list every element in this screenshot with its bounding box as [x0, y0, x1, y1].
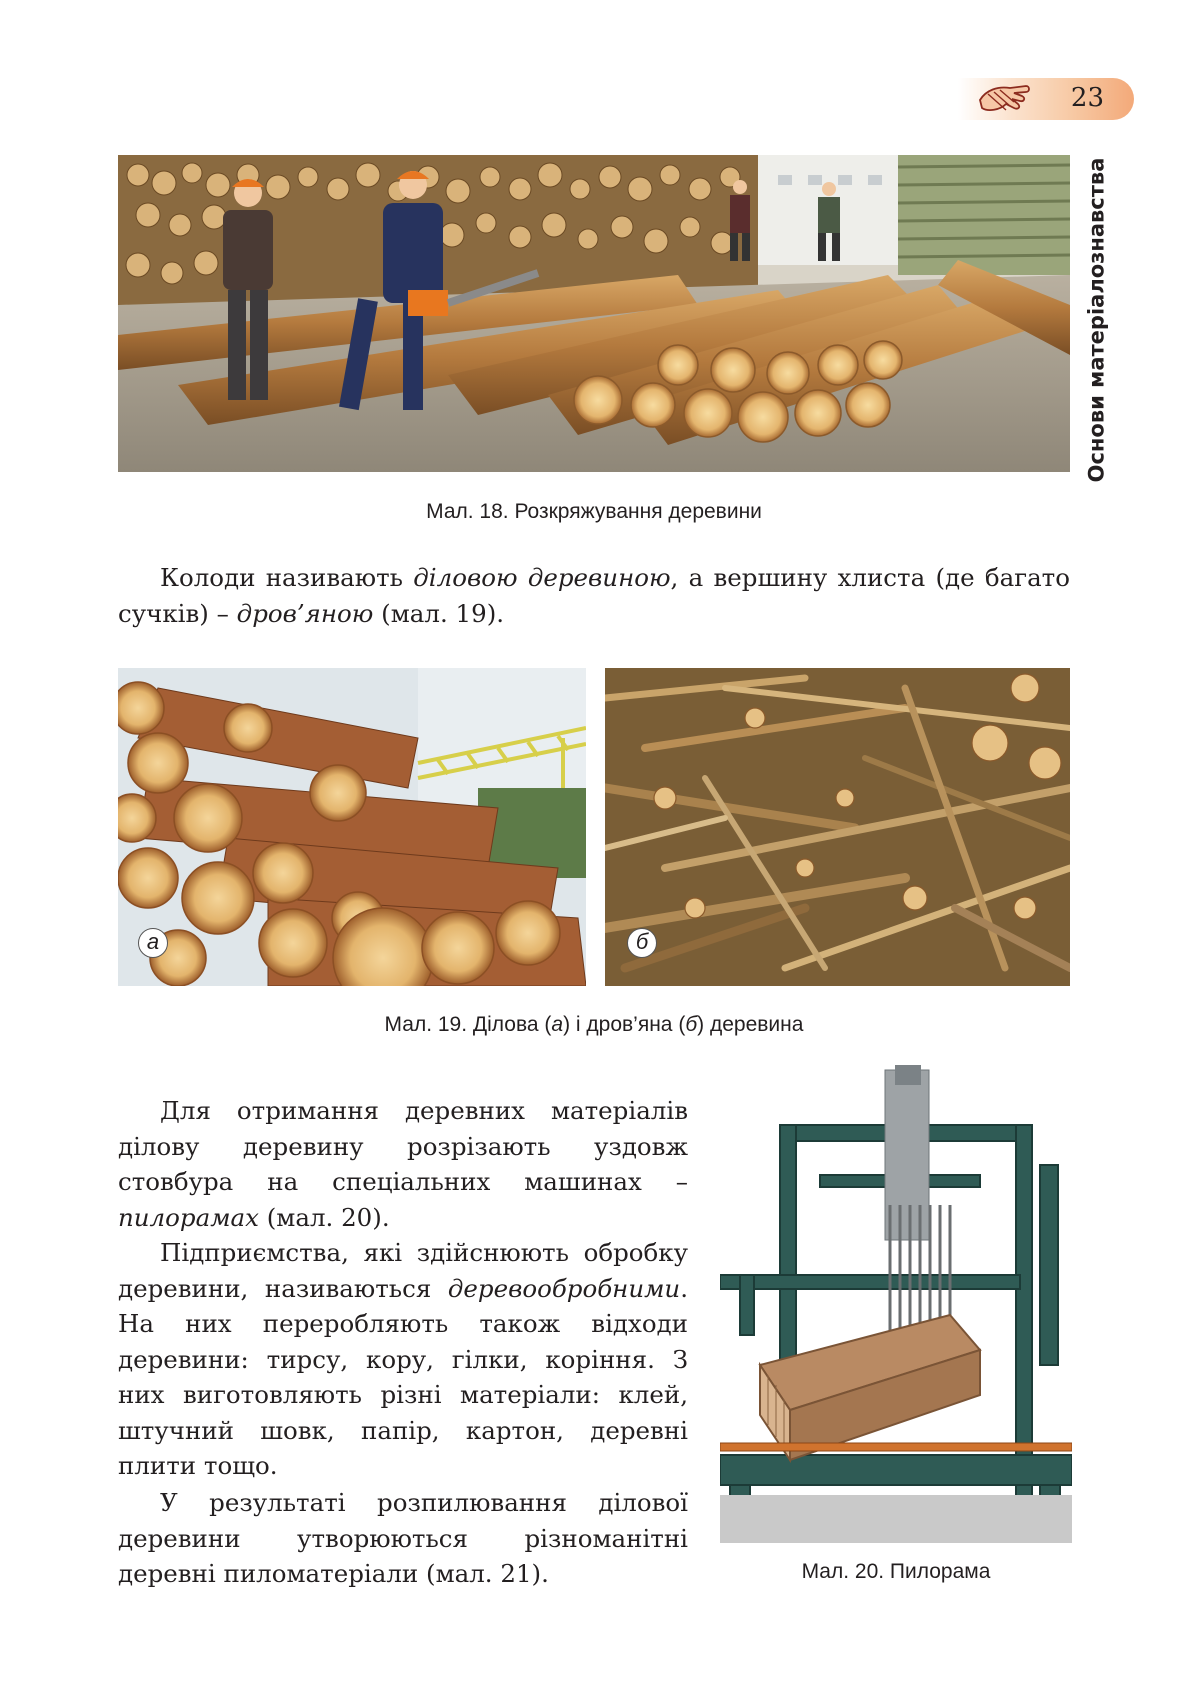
figure-20-caption: Мал. 20. Пилорама: [801, 1560, 991, 1583]
paragraph-2: [118, 1093, 688, 1235]
figure-19b-photo: [605, 668, 1070, 986]
figure-18-caption: Мал. 18. Розкряжування деревини: [426, 500, 762, 523]
paragraph-1-text-2: , а вершину хлиста (де багато сучків) –: [118, 563, 1070, 628]
paragraph-2-text-1: Для отримання деревних матеріалів ділову деревину розрізають уздовж стовбура на спеціальних машинах –: [118, 1096, 688, 1196]
paragraph-4: [118, 1485, 688, 1592]
figure-19a-photo: [118, 668, 586, 986]
figure-19a-label: а: [138, 928, 168, 958]
paragraph-2-text-2: (мал. 20).: [258, 1202, 390, 1232]
paragraph-3: [118, 1235, 688, 1484]
figure-19-caption-b: б: [685, 1013, 698, 1036]
figure-19b-label: б: [627, 928, 657, 958]
page-number-tab: [958, 78, 1134, 120]
hand-saw-icon: [976, 80, 1034, 118]
term-derevoobrobni: деревообробними: [447, 1273, 681, 1303]
side-section-title-text: Основи матеріалознавства: [1084, 157, 1109, 483]
paragraph-1-text-1: Колоди називають: [160, 563, 414, 592]
term-pylorama: пилорамах: [118, 1202, 259, 1232]
paragraph-3-text-1: Підприємства, які здійснюють обробку деревини, називаються: [118, 1238, 688, 1303]
paragraph-1: [118, 560, 1070, 631]
figure-19-caption-text-3: ) деревина: [697, 1013, 804, 1036]
page-number: 23: [1070, 83, 1104, 113]
paragraph-1-text-3: (мал. 19).: [373, 598, 505, 628]
figure-19-caption-a: а: [551, 1013, 564, 1036]
figure-18-photo: [118, 155, 1070, 472]
paragraph-3-text-2: . На них переробляють також відходи деревини: тирсу, кору, гілки, коріння. З них виготовляють різні матеріали: клей, штучний шовк, папір, картон, деревні плити тощо.: [118, 1273, 688, 1480]
figure-20-photo: [720, 1065, 1072, 1543]
figure-19-caption-text-2: ) і дров’яна (: [563, 1013, 686, 1036]
figure-19-caption-text-1: Мал. 19. Ділова (: [384, 1013, 552, 1036]
figure-19-caption: [118, 1013, 1070, 1037]
term-dilova-derevyna: діловою деревиною: [413, 563, 671, 592]
term-drovyana: дров’яною: [236, 598, 374, 628]
paragraph-4-text-1: У результаті розпилювання ділової деревини утворюються різноманітні деревні пиломатеріали (мал. 21).: [118, 1488, 688, 1588]
side-section-title: [1078, 155, 1114, 485]
